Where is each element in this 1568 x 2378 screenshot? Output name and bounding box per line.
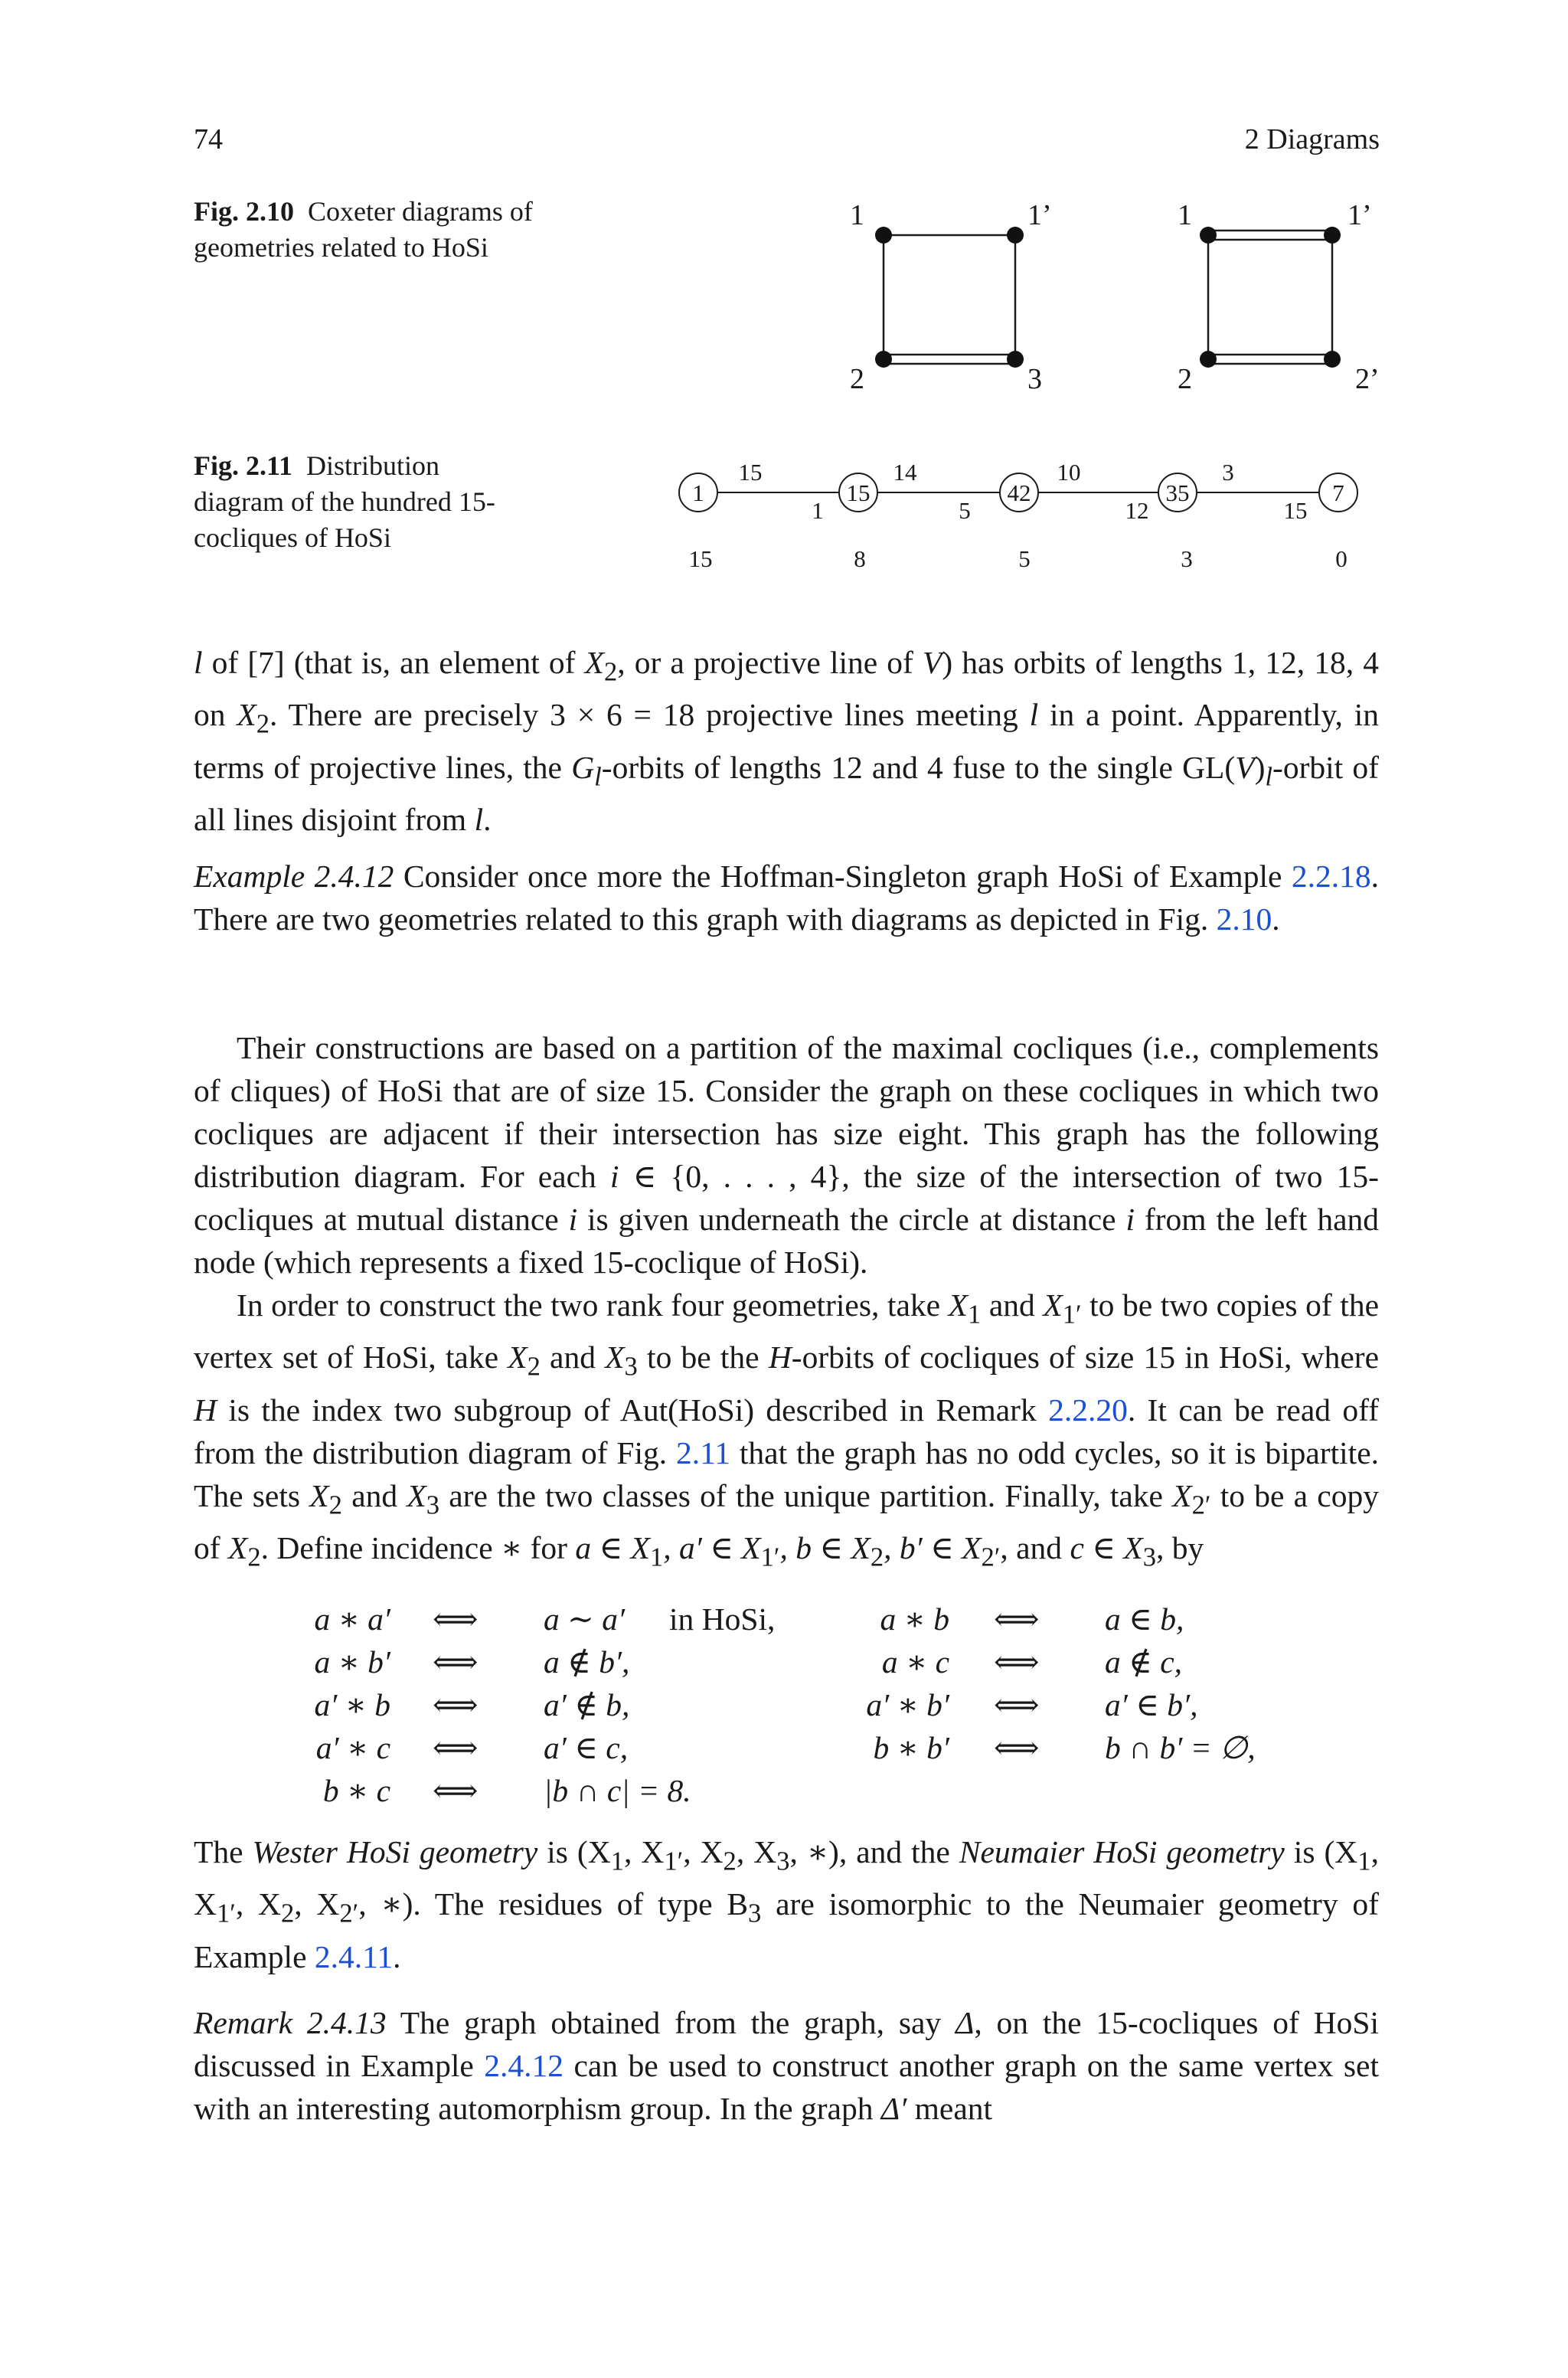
- math-delta: Δ: [955, 2005, 975, 2040]
- def-lhs: a′ ∗ b: [314, 1687, 390, 1722]
- math-expr: , b′ ∈ X: [884, 1529, 982, 1565]
- edge-in-label: 1: [812, 497, 824, 524]
- def-rhs: a ∈ b,: [1105, 1601, 1184, 1637]
- math-sub: 3: [748, 1899, 762, 1928]
- text: Their constructions are based on a partition of the maximal cocliques (i.e., complements of cliques) of HoSi that are of size 15. Consider the graph on these cocliques in which two cocliques are adjacent if their intersection has size eight. This graph has the following distribution diagram. For each: [194, 1030, 1379, 1194]
- coxeter-diagram-left: [884, 235, 1015, 364]
- math-sub: 1′: [760, 1542, 780, 1572]
- edge-in-label: 15: [1283, 497, 1308, 524]
- node-2: [875, 351, 892, 368]
- iff-symbol: ⟺: [433, 1773, 479, 1808]
- text: , X: [294, 1886, 340, 1922]
- text: from the left hand node (which represents a fixed 15-coclique of HoSi).: [194, 1202, 1379, 1280]
- math-sub: 2′: [1191, 1490, 1211, 1519]
- text: -orbit of all lines disjoint from: [194, 749, 1379, 837]
- paragraph-orbits: [194, 641, 1379, 841]
- iff-symbol: ⟺: [994, 1601, 1040, 1637]
- text: . Define incidence ∗ for: [260, 1529, 576, 1565]
- iff-symbol: ⟺: [433, 1687, 479, 1722]
- math-X: X: [948, 1287, 968, 1323]
- text: Consider once more the Hoffman-Singleton graph HoSi of Example: [394, 859, 1292, 894]
- text: .: [1272, 901, 1280, 937]
- text: .: [483, 801, 492, 837]
- text: -orbits of lengths 12 and 4 fuse to the single GL(: [601, 749, 1236, 785]
- iff-symbol: ⟺: [433, 1730, 479, 1765]
- math-H: H: [194, 1392, 217, 1428]
- text: . There are precisely 3 × 6 = 18 projective lines meeting: [270, 697, 1030, 733]
- edge-out-label: 10: [1057, 459, 1081, 486]
- def-lhs: a ∗ b: [880, 1601, 949, 1637]
- node-label: 35: [1165, 479, 1190, 506]
- def-lhs: a ∗ a′: [314, 1601, 390, 1637]
- math-sub: 1: [1357, 1846, 1371, 1876]
- intersection-size: 5: [1018, 545, 1031, 572]
- text: The: [194, 1834, 253, 1869]
- math-delta: Δ′: [880, 2091, 907, 2126]
- text: , X: [235, 1886, 281, 1922]
- fig-2-11-text: Distribution diagram of the hundred 15-cocliques of HoSi: [194, 450, 495, 553]
- node-1p: [1324, 227, 1341, 244]
- math-expr: , a′ ∈ X: [663, 1529, 761, 1565]
- iff-symbol: ⟺: [433, 1644, 479, 1680]
- def-rhs: a′ ∈ c,: [544, 1730, 629, 1765]
- math-X: X: [1172, 1477, 1192, 1513]
- text: and: [341, 1477, 407, 1513]
- paragraph-geometries: [194, 1830, 1379, 1978]
- math-X: X: [407, 1477, 426, 1513]
- def-rhs: a ∉ b′,: [544, 1644, 630, 1680]
- remark-label: Remark 2.4.13: [194, 2005, 387, 2040]
- math-expr: a ∈ X: [575, 1529, 650, 1565]
- text: meant: [906, 2091, 993, 2126]
- term-wester: Wester HoSi geometry: [252, 1834, 538, 1869]
- text: to be a copy of: [194, 1477, 1379, 1565]
- ref-link[interactable]: 2.11: [675, 1434, 731, 1470]
- term-neumaier: Neumaier HoSi geometry: [959, 1834, 1285, 1869]
- def-lhs: a′ ∗ c: [315, 1730, 390, 1765]
- math-sub: 3: [1142, 1542, 1156, 1572]
- math-H: H: [768, 1339, 792, 1375]
- iff-symbol: ⟺: [994, 1730, 1040, 1765]
- def-lhs: a ∗ b′: [314, 1644, 390, 1680]
- math-sub: 2′: [981, 1542, 1001, 1572]
- text: , X: [683, 1834, 724, 1869]
- label-2p: 2’: [1355, 363, 1380, 395]
- math-expr: , b ∈ X: [779, 1529, 871, 1565]
- label-1p: 1’: [1348, 199, 1372, 231]
- label-1: 1: [1178, 199, 1192, 231]
- edge-in-label: 12: [1125, 497, 1149, 524]
- text: , by: [1155, 1529, 1204, 1565]
- iff-symbol: ⟺: [433, 1601, 479, 1637]
- math-l: l: [194, 645, 203, 680]
- def-lhs: a′ ∗ b′: [866, 1687, 949, 1722]
- math-sub: 2: [328, 1490, 342, 1519]
- def-rhs: a′ ∉ b,: [544, 1687, 630, 1722]
- def-rhs: a′ ∈ b′,: [1105, 1687, 1198, 1722]
- fig-2-10-caption: [194, 194, 592, 266]
- running-title: 2 Diagrams: [1244, 123, 1380, 155]
- def-rhs: b ∩ b′ = ∅,: [1105, 1730, 1256, 1765]
- math-G: G: [571, 749, 595, 785]
- example-label: Example 2.4.12: [194, 859, 394, 894]
- text: .: [393, 1938, 401, 1974]
- node-label: 1: [692, 479, 704, 506]
- paragraph-constructions: [194, 1026, 1379, 1578]
- math-sub: 1′: [664, 1846, 684, 1876]
- math-X: X: [1043, 1287, 1063, 1323]
- fig-2-10-text: Coxeter diagrams of geometries related to HoSi: [194, 196, 533, 263]
- text: to be two copies of the vertex set of HoSi, take: [194, 1287, 1379, 1375]
- node-1: [1200, 227, 1217, 244]
- math-sub: 2: [247, 1542, 261, 1572]
- text: to be the: [637, 1339, 769, 1375]
- math-V: V: [923, 645, 942, 680]
- math-sub: 3: [426, 1490, 440, 1519]
- math-sub: 1: [649, 1542, 664, 1572]
- math-sub: 2′: [339, 1899, 359, 1928]
- label-3: 3: [1027, 363, 1042, 395]
- math-X: X: [605, 1339, 625, 1375]
- math-sub: 2: [280, 1899, 295, 1928]
- math-i: i: [1125, 1202, 1135, 1237]
- text: , on the 15-cocliques of HoSi discussed in Example: [194, 2005, 1379, 2083]
- math-X: X: [584, 645, 604, 680]
- edge-out-label: 3: [1222, 459, 1234, 486]
- text: , and: [1000, 1529, 1070, 1565]
- math-X: X: [227, 1529, 248, 1565]
- math-i: i: [609, 1159, 619, 1194]
- math-i: i: [568, 1202, 578, 1237]
- math-sub: 2: [723, 1846, 737, 1876]
- page-number: 74: [194, 123, 223, 155]
- text: and: [981, 1287, 1044, 1323]
- def-rhs: a ∉ c,: [1105, 1644, 1183, 1680]
- math-sub: 2: [603, 657, 618, 687]
- math-sub: l: [594, 761, 602, 791]
- intersection-size: 3: [1181, 545, 1193, 572]
- text: is (X: [1284, 1834, 1358, 1869]
- label-2: 2: [1178, 363, 1192, 395]
- def-lhs: b ∗ c: [322, 1773, 390, 1808]
- edge-out-label: 14: [893, 459, 917, 486]
- text: , X: [736, 1834, 777, 1869]
- def-lhs: a ∗ c: [881, 1644, 949, 1680]
- ref-link[interactable]: 2.2.18: [1291, 859, 1371, 894]
- text: , or a projective line of: [617, 645, 923, 680]
- node-label: 15: [846, 479, 871, 506]
- ref-link[interactable]: 2.10: [1216, 901, 1272, 937]
- math-sub: l: [1265, 761, 1273, 791]
- text: -orbits of cocliques of size 15 in HoSi, where: [791, 1339, 1380, 1375]
- text: can be used to construct another graph on the same vertex set with an interesting automorphism group. In the graph: [194, 2048, 1379, 2126]
- text: . It can be read off from the distribution diagram of Fig.: [194, 1392, 1379, 1470]
- math-sub: 1′: [216, 1899, 236, 1928]
- fig-2-10-label: Fig. 2.10: [194, 196, 294, 227]
- text: , ∗), and the: [789, 1834, 959, 1869]
- intersection-size: 15: [688, 545, 713, 572]
- edge-in-label: 5: [959, 497, 971, 524]
- incidence-definitions: [0, 1598, 1568, 1820]
- math-l: l: [1029, 697, 1039, 733]
- def-rhs: a ∼ a′: [544, 1601, 626, 1637]
- node-1: [875, 227, 892, 244]
- text: ∈ {0, . . . , 4}, the size of the intersection of two 15-cocliques at mutual distance: [194, 1159, 1379, 1237]
- node-1p: [1007, 227, 1024, 244]
- math-X: X: [508, 1339, 528, 1375]
- node-3: [1007, 351, 1024, 368]
- ref-link[interactable]: 2.4.12: [484, 2048, 564, 2083]
- math-sub: 1: [610, 1846, 625, 1876]
- def-lhs: b ∗ b′: [873, 1730, 949, 1765]
- text: is the index two subgroup of Aut(HoSi) described in Remark: [216, 1392, 1049, 1428]
- edge-out-label: 15: [738, 459, 763, 486]
- text: ) has orbits of lengths 1, 12, 18, 4 on: [194, 645, 1379, 733]
- text: , X: [194, 1834, 1379, 1922]
- intersection-size: 0: [1335, 545, 1348, 572]
- math-sub: 2: [870, 1542, 884, 1572]
- text: In order to construct the two rank four geometries, take: [237, 1287, 949, 1323]
- text: and: [540, 1339, 606, 1375]
- label-2: 2: [850, 363, 864, 395]
- math-X: X: [237, 697, 256, 733]
- coxeter-diagram-right: [1208, 231, 1332, 364]
- math-X: X: [309, 1477, 329, 1513]
- math-V: V: [1235, 749, 1255, 785]
- text: ): [1254, 749, 1266, 785]
- text: , X: [624, 1834, 665, 1869]
- remark-2-4-13: [194, 2001, 1379, 2130]
- ref-link[interactable]: 2.4.11: [314, 1938, 394, 1974]
- text: of [7] (that is, an element of: [202, 645, 585, 680]
- node-label: 7: [1332, 479, 1344, 506]
- text: are the two classes of the unique partition. Finally, take: [439, 1477, 1173, 1513]
- node-2: [1200, 351, 1217, 368]
- math-sub: 3: [776, 1846, 790, 1876]
- ref-link[interactable]: 2.2.20: [1048, 1392, 1128, 1428]
- math-sub: 1′: [1062, 1300, 1082, 1330]
- label-1: 1: [850, 199, 864, 231]
- math-sub: 3: [624, 1352, 638, 1382]
- fig-2-11-caption: [194, 448, 515, 556]
- example-2-4-12: [194, 855, 1379, 940]
- text: is given underneath the circle at distance: [577, 1202, 1126, 1237]
- fig-2-10-diagrams: [827, 191, 1393, 398]
- def-note: in HoSi,: [669, 1601, 776, 1637]
- math-sub: 2: [256, 709, 270, 739]
- text: are isomorphic to the Neumaier geometry of Example: [194, 1886, 1379, 1974]
- def-rhs: |b ∩ c| = 8.: [544, 1773, 691, 1808]
- iff-symbol: ⟺: [994, 1687, 1040, 1722]
- node-2p: [1324, 351, 1341, 368]
- node-label: 42: [1007, 479, 1031, 506]
- iff-symbol: ⟺: [994, 1644, 1040, 1680]
- math-l: l: [474, 801, 484, 837]
- text: that the graph has no odd cycles, so it is bipartite. The sets: [194, 1434, 1379, 1513]
- label-1p: 1’: [1027, 199, 1052, 231]
- distribution-diagram: [666, 452, 1386, 586]
- text: in a point. Apparently, in terms of projective lines, the: [194, 697, 1380, 785]
- text: The graph obtained from the graph, say: [386, 2005, 956, 2040]
- fig-2-11-label: Fig. 2.11: [194, 450, 293, 481]
- text: is (X: [537, 1834, 611, 1869]
- intersection-size: 8: [854, 545, 866, 572]
- math-sub: 1: [968, 1300, 982, 1330]
- text: , ∗). The residues of type B: [358, 1886, 749, 1922]
- text: . There are two geometries related to this graph with diagrams as depicted in Fig.: [194, 859, 1379, 937]
- math-expr: c ∈ X: [1070, 1529, 1143, 1565]
- math-sub: 2: [527, 1352, 541, 1382]
